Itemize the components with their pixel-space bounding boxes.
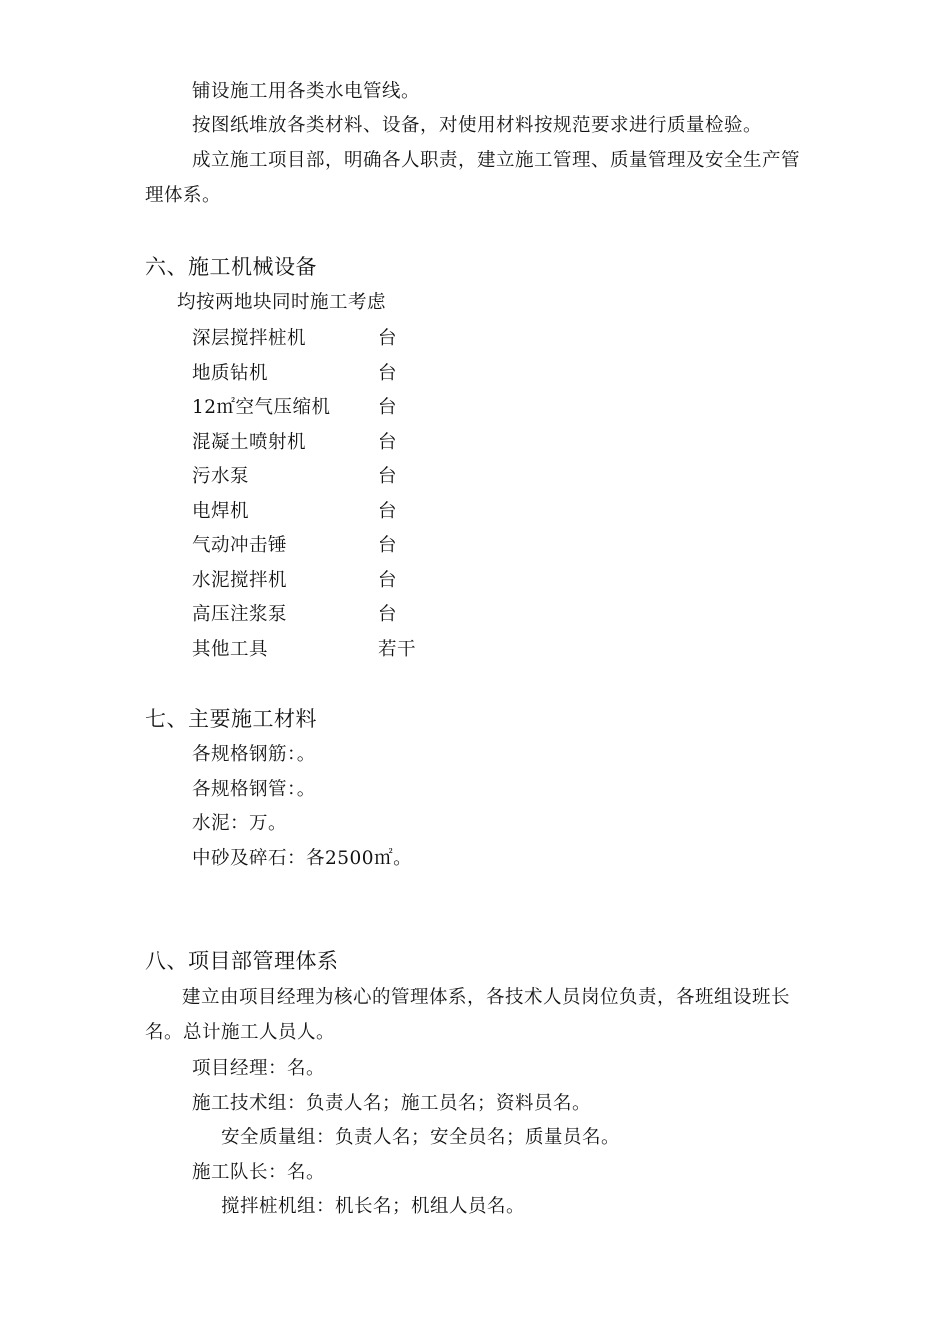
equipment-name: 电焊机 [192,501,250,522]
section6-note: 均按两地块同时施工考虑 [177,292,387,313]
equipment-unit: 若干 [378,639,417,660]
equipment-name: 高压注浆泵 [192,604,288,625]
role-item: 安全质量组：负责人名；安全员名；质量员名。 [221,1127,621,1148]
section6-heading: 六、施工机械设备 [145,255,317,279]
equipment-name: 其他工具 [192,639,269,660]
intro-line-1: 铺设施工用各类水电管线。 [192,81,421,102]
equipment-unit: 台 [378,397,398,418]
equipment-name: 地质钻机 [192,363,269,384]
equipment-name: 水泥搅拌机 [192,570,288,591]
equipment-unit: 台 [378,535,398,556]
intro-line-3a: 成立施工项目部，明确各人职责，建立施工管理、质量管理及安全生产管 [192,150,801,171]
equipment-unit: 台 [378,501,398,522]
intro-line-3b: 理体系。 [145,185,222,206]
role-item: 施工队长：名。 [192,1162,326,1183]
equipment-unit: 台 [378,466,398,487]
section8-paragraph-b: 名。总计施工人员人。 [145,1022,336,1043]
equipment-unit: 台 [378,363,398,384]
material-item: 水泥：万。 [192,813,288,834]
role-item: 施工技术组：负责人名；施工员名；资料员名。 [192,1093,592,1114]
equipment-name: 混凝土喷射机 [192,432,307,453]
equipment-name: 污水泵 [192,466,250,487]
equipment-unit: 台 [378,432,398,453]
material-item: 各规格钢管：。 [192,779,316,800]
equipment-unit: 台 [378,328,398,349]
intro-line-2: 按图纸堆放各类材料、设备，对使用材料按规范要求进行质量检验。 [192,115,763,136]
equipment-unit: 台 [378,604,398,625]
role-item: 搅拌桩机组：机长名；机组人员名。 [221,1196,526,1217]
section8-heading: 八、项目部管理体系 [145,949,339,973]
equipment-name: 深层搅拌桩机 [192,328,307,349]
role-item: 项目经理：名。 [192,1058,326,1079]
material-item: 各规格钢筋：。 [192,744,316,765]
section8-paragraph-a: 建立由项目经理为核心的管理体系，各技术人员岗位负责，各班组设班长 [182,987,791,1008]
equipment-unit: 台 [378,570,398,591]
equipment-name: 12㎡空气压缩机 [192,397,331,418]
equipment-name: 气动冲击锤 [192,535,288,556]
section7-heading: 七、主要施工材料 [145,707,317,731]
material-item: 中砂及碎石：各2500㎡。 [192,848,413,869]
